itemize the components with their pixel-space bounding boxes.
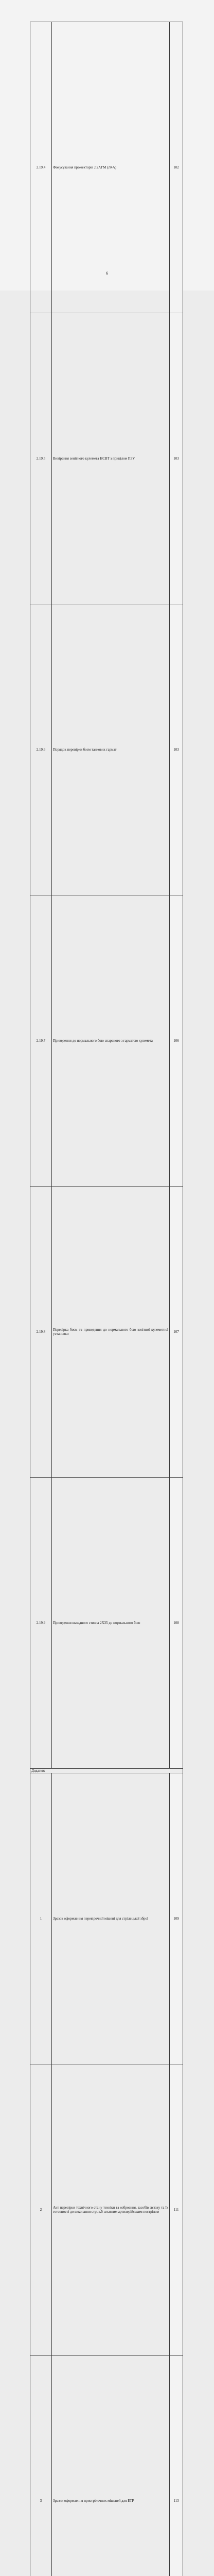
toc-row	[30, 313, 183, 604]
toc-row-title: Порядок перевірки боєм танкових гармат	[52, 604, 170, 895]
toc-row	[30, 1773, 183, 2064]
toc-row	[30, 1187, 183, 1478]
toc-row-number: 2.19.4	[30, 22, 52, 313]
toc-row	[30, 22, 183, 313]
toc-row	[30, 1478, 183, 1769]
toc-row-number: 2.19.6	[30, 604, 52, 895]
toc-row	[30, 2064, 183, 2355]
toc-row-number: 1	[30, 1773, 52, 2064]
toc-row	[30, 604, 183, 895]
toc-row	[30, 895, 183, 1187]
appendix-label: Додатки:	[30, 1769, 183, 1773]
appendix-header-row	[30, 1769, 183, 1773]
toc-row	[30, 2355, 183, 2576]
toc-row-title: Вивірення зенітного кулемета НСВТ з прицілом ПЗУ	[52, 313, 170, 604]
toc-row-title: Зразки оформлення пристрілочних мішеней для БТР	[52, 2355, 170, 2576]
toc-row-title: Акт перевірки технічного стану техніки та озброєння, засобів зв'язку та їх готовності до виконання стрільб штатним артилерійським пострілом	[52, 2064, 170, 2355]
toc-row-number: 2.19.5	[30, 313, 52, 604]
toc-row-title: Зразок оформлення перевірочної мішені для стрілецької зброї	[52, 1773, 170, 2064]
toc-row-page: 111	[170, 2064, 183, 2355]
toc-row-title: Фокусування прожекторів Л2АГМ (Л4А)	[52, 22, 170, 313]
toc-row-page: 103	[170, 313, 183, 604]
toc-row-number: 2.19.8	[30, 1187, 52, 1478]
toc-row-page: 106	[170, 895, 183, 1187]
toc-row-page: 109	[170, 1773, 183, 2064]
table-of-contents	[30, 22, 183, 2576]
toc-row-title: Приведення до нормального бою спареного з гарматою кулемета	[52, 895, 170, 1187]
toc-row-number: 3	[30, 2355, 52, 2576]
toc-row-page: 103	[170, 604, 183, 895]
toc-row-title: Приведення вкладного ствола 2Х35 до нормального бою	[52, 1478, 170, 1769]
toc-row-page: 113	[170, 2355, 183, 2576]
document-page	[0, 0, 214, 291]
toc-row-number: 2.19.9	[30, 1478, 52, 1769]
toc-row-page: 102	[170, 22, 183, 313]
page-number: 6	[0, 271, 214, 276]
toc-row-number: 2	[30, 2064, 52, 2355]
toc-row-page: 107	[170, 1187, 183, 1478]
toc-row-page: 108	[170, 1478, 183, 1769]
toc-row-number: 2.19.7	[30, 895, 52, 1187]
toc-row-title: Перевірка боєм та приведення до нормального бою зенітної кулеметної установки	[52, 1187, 170, 1478]
